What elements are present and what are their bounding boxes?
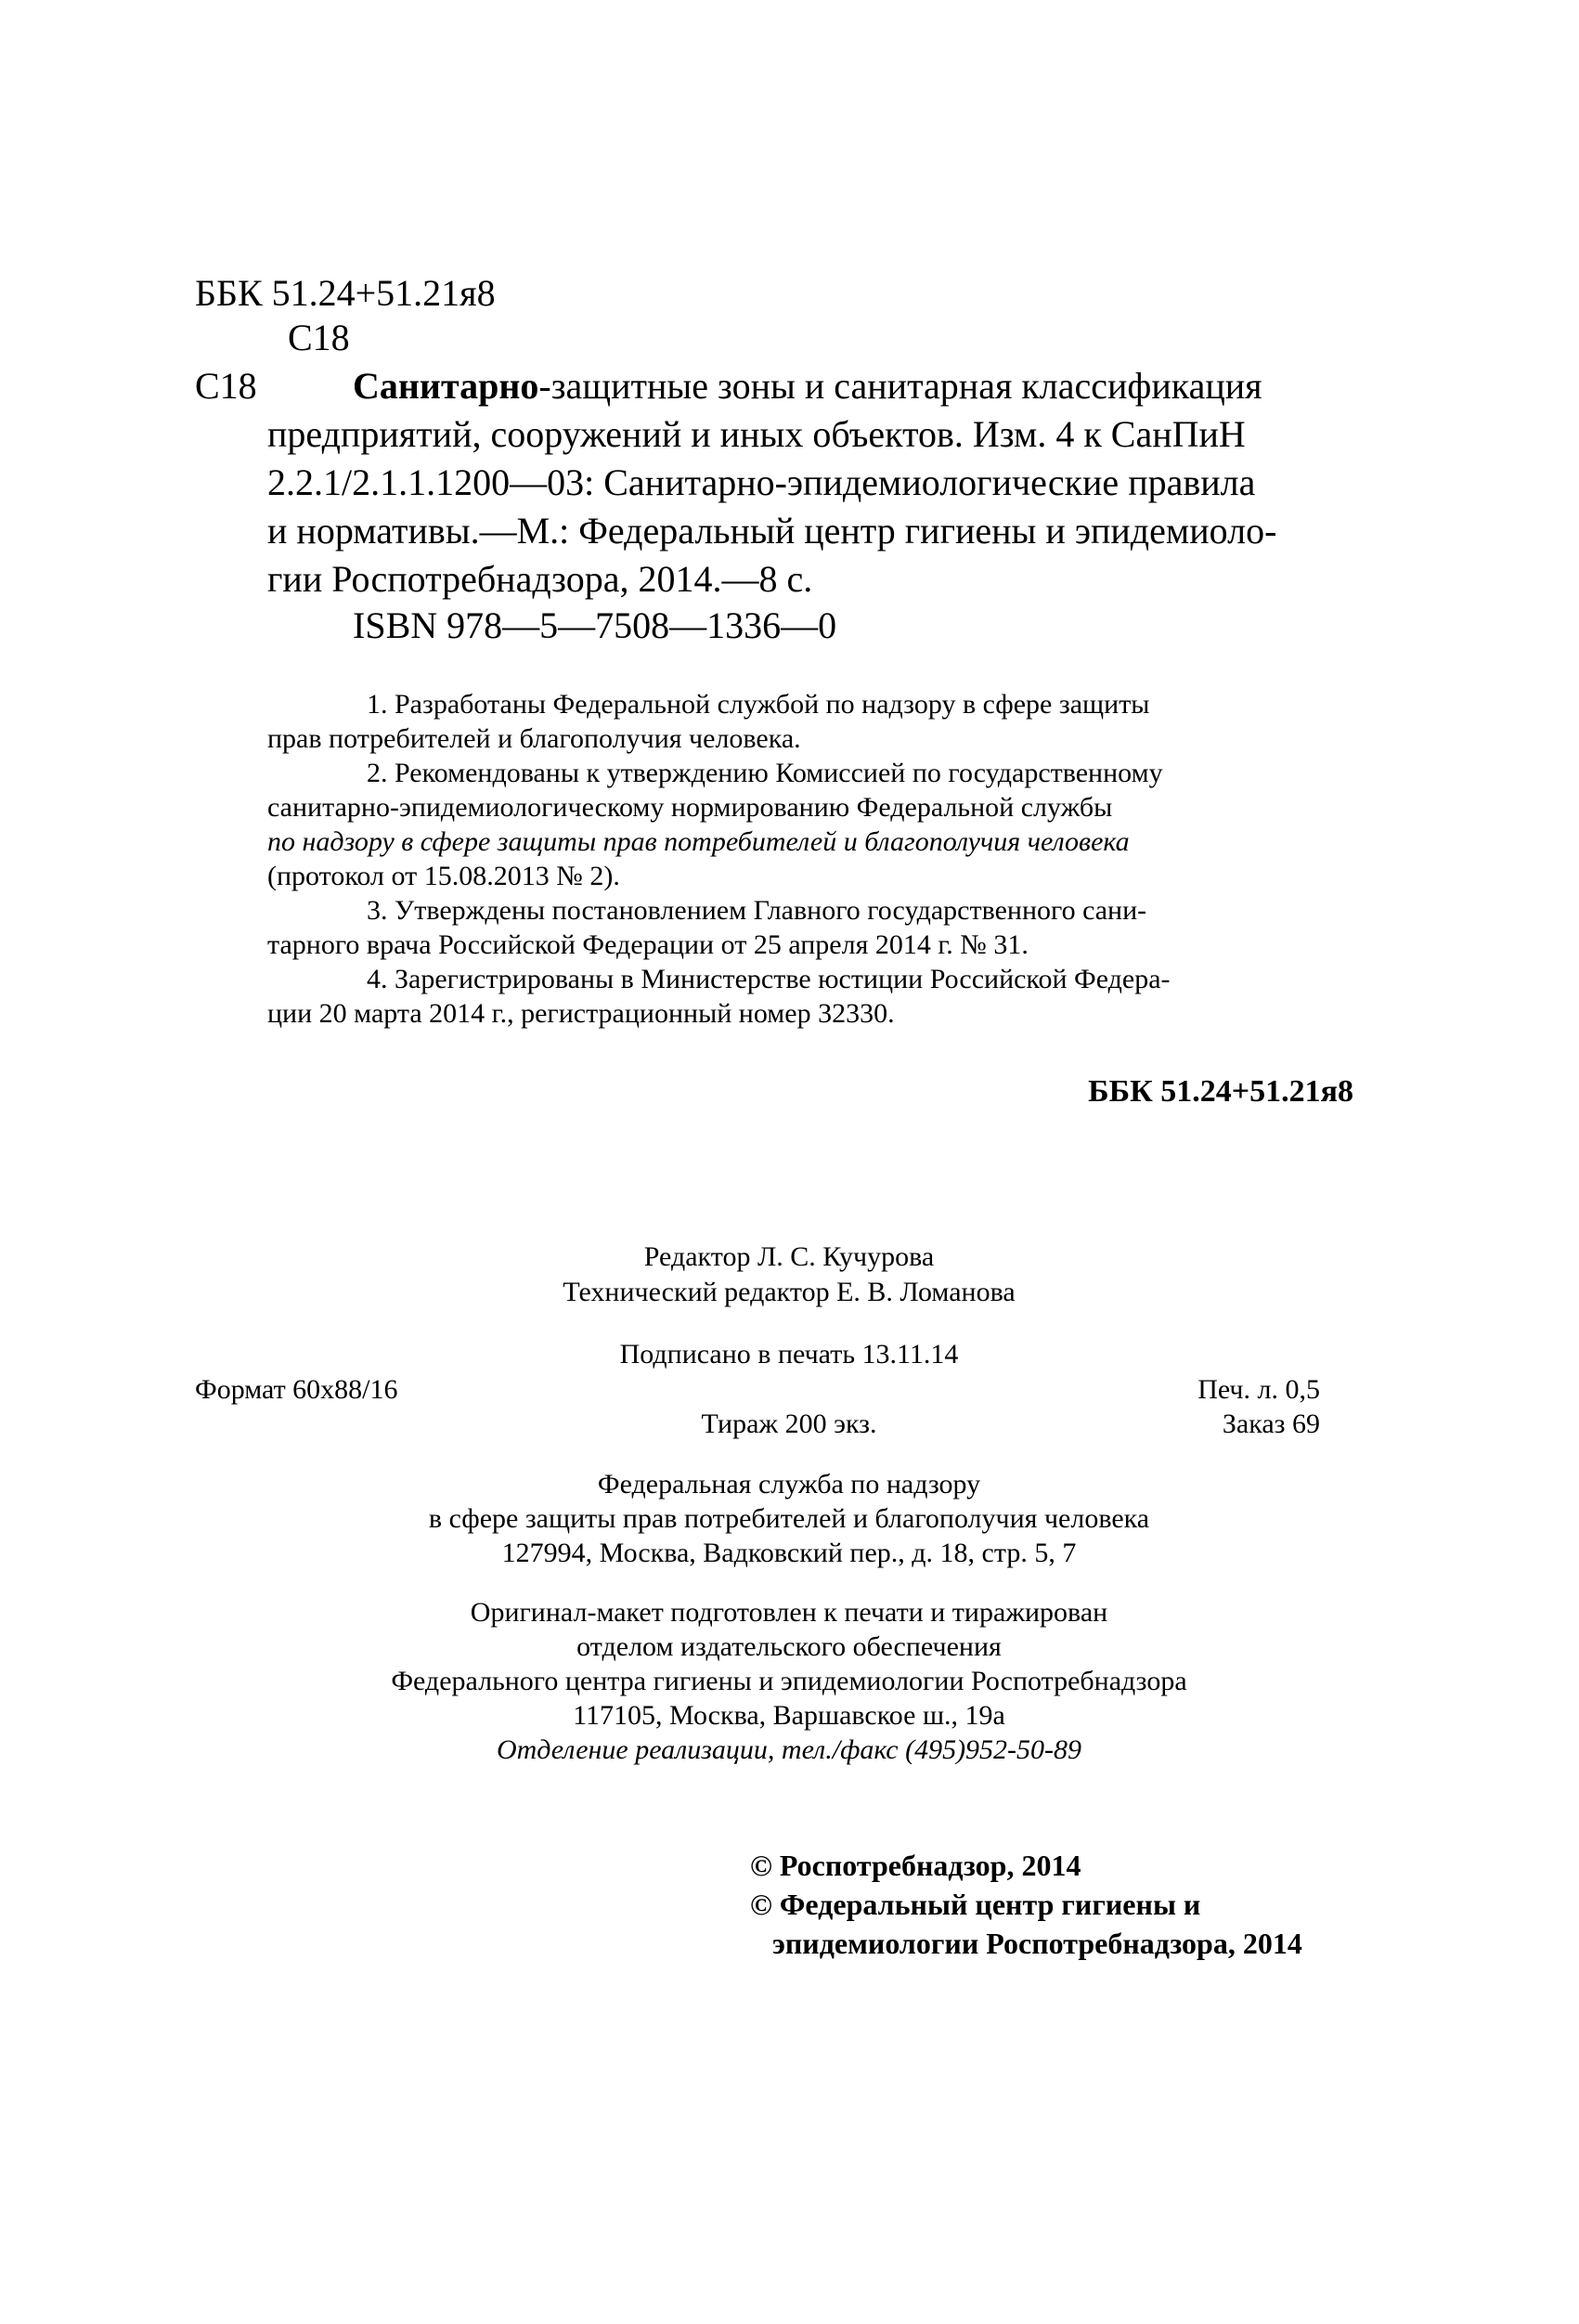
- copyright-block: [750, 1846, 1302, 1963]
- note-line: санитарно-эпидемиологическому нормированию Федеральной службы: [267, 792, 1113, 823]
- printer-address: 117105, Москва, Варшавское ш., 19а: [573, 1700, 1005, 1731]
- description-line-1: [267, 362, 1307, 410]
- description-line-5: гии Роспотребнадзора, 2014.—8 с.: [267, 558, 813, 600]
- copyright-line: © Роспотребнадзор, 2014: [750, 1849, 1081, 1882]
- note-line: по надзору в сфере защиты прав потребителей и благополучия человека: [267, 826, 1130, 857]
- note-line: (протокол от 15.08.2013 № 2).: [267, 861, 620, 891]
- note-line: 4. Зарегистрированы в Министерстве юстиции Российской Федера-: [367, 964, 1171, 994]
- bbk-right: ББК 51.24+51.21я8: [1088, 1074, 1353, 1109]
- format: Формат 60x88/16: [195, 1374, 398, 1405]
- catalog-mark: С18: [195, 365, 257, 407]
- note-line: тарного врача Российской Федерации от 25 апреля 2014 г. № 31.: [267, 929, 1029, 960]
- editor: Редактор Л. С. Кучурова: [643, 1241, 935, 1272]
- copyright-line: эпидемиологии Роспотребнадзора, 2014: [750, 1927, 1302, 1960]
- description-line-4: и нормативы.—М.: Федеральный центр гигиены и эпидемиоло-: [267, 510, 1277, 552]
- tech-editor: Технический редактор Е. В. Ломанова: [563, 1277, 1016, 1307]
- note-line: 2. Рекомендованы к утверждению Комиссией по государственному: [367, 758, 1163, 788]
- printer-line: Федерального центра гигиены и эпидемиологии Роспотребнадзора: [391, 1666, 1187, 1696]
- title-bold: Санитарно: [353, 365, 539, 407]
- isbn: ISBN 978—5—7508—1336—0: [353, 604, 837, 646]
- publisher-line: в сфере защиты прав потребителей и благополучия человека: [428, 1503, 1150, 1534]
- print-sheets: Печ. л. 0,5: [1197, 1374, 1320, 1405]
- order-number: Заказ 69: [1222, 1409, 1320, 1439]
- sales-contact: Отделение реализации, тел./факс (495)952-50-89: [496, 1734, 1082, 1765]
- note-line: ции 20 марта 2014 г., регистрационный номер 32330.: [267, 998, 895, 1029]
- note-line: 1. Разработаны Федеральной службой по надзору в сфере защиты: [367, 689, 1150, 720]
- printer-line: Оригинал-макет подготовлен к печати и тиражирован: [470, 1597, 1108, 1628]
- publisher-address: 127994, Москва, Вадковский пер., д. 18, стр. 5, 7: [501, 1538, 1077, 1568]
- title-rest: -защитные зоны и санитарная классификация: [538, 365, 1262, 407]
- author-mark: С18: [288, 317, 350, 358]
- notes-block: [267, 687, 1298, 1031]
- description-line-3: 2.2.1/2.1.1.1200—03: Санитарно-эпидемиологические правила: [267, 461, 1256, 503]
- note-line: 3. Утверждены постановлением Главного государственного сани-: [367, 895, 1147, 926]
- publisher-line: Федеральная служба по надзору: [597, 1469, 981, 1500]
- bbk-code: ББК 51.24+51.21я8: [195, 272, 496, 314]
- catalog-description: [267, 362, 1307, 604]
- print-run: Тираж 200 экз.: [701, 1409, 877, 1439]
- signed-to-print: Подписано в печать 13.11.14: [619, 1339, 959, 1370]
- copyright-line: © Федеральный центр гигиены и: [750, 1888, 1201, 1921]
- note-line: прав потребителей и благополучия человека.: [267, 723, 801, 754]
- description-line-2: предприятий, сооружений и иных объектов. Изм. 4 к СанПиН: [267, 413, 1246, 455]
- printer-line: отделом издательского обеспечения: [576, 1631, 1002, 1662]
